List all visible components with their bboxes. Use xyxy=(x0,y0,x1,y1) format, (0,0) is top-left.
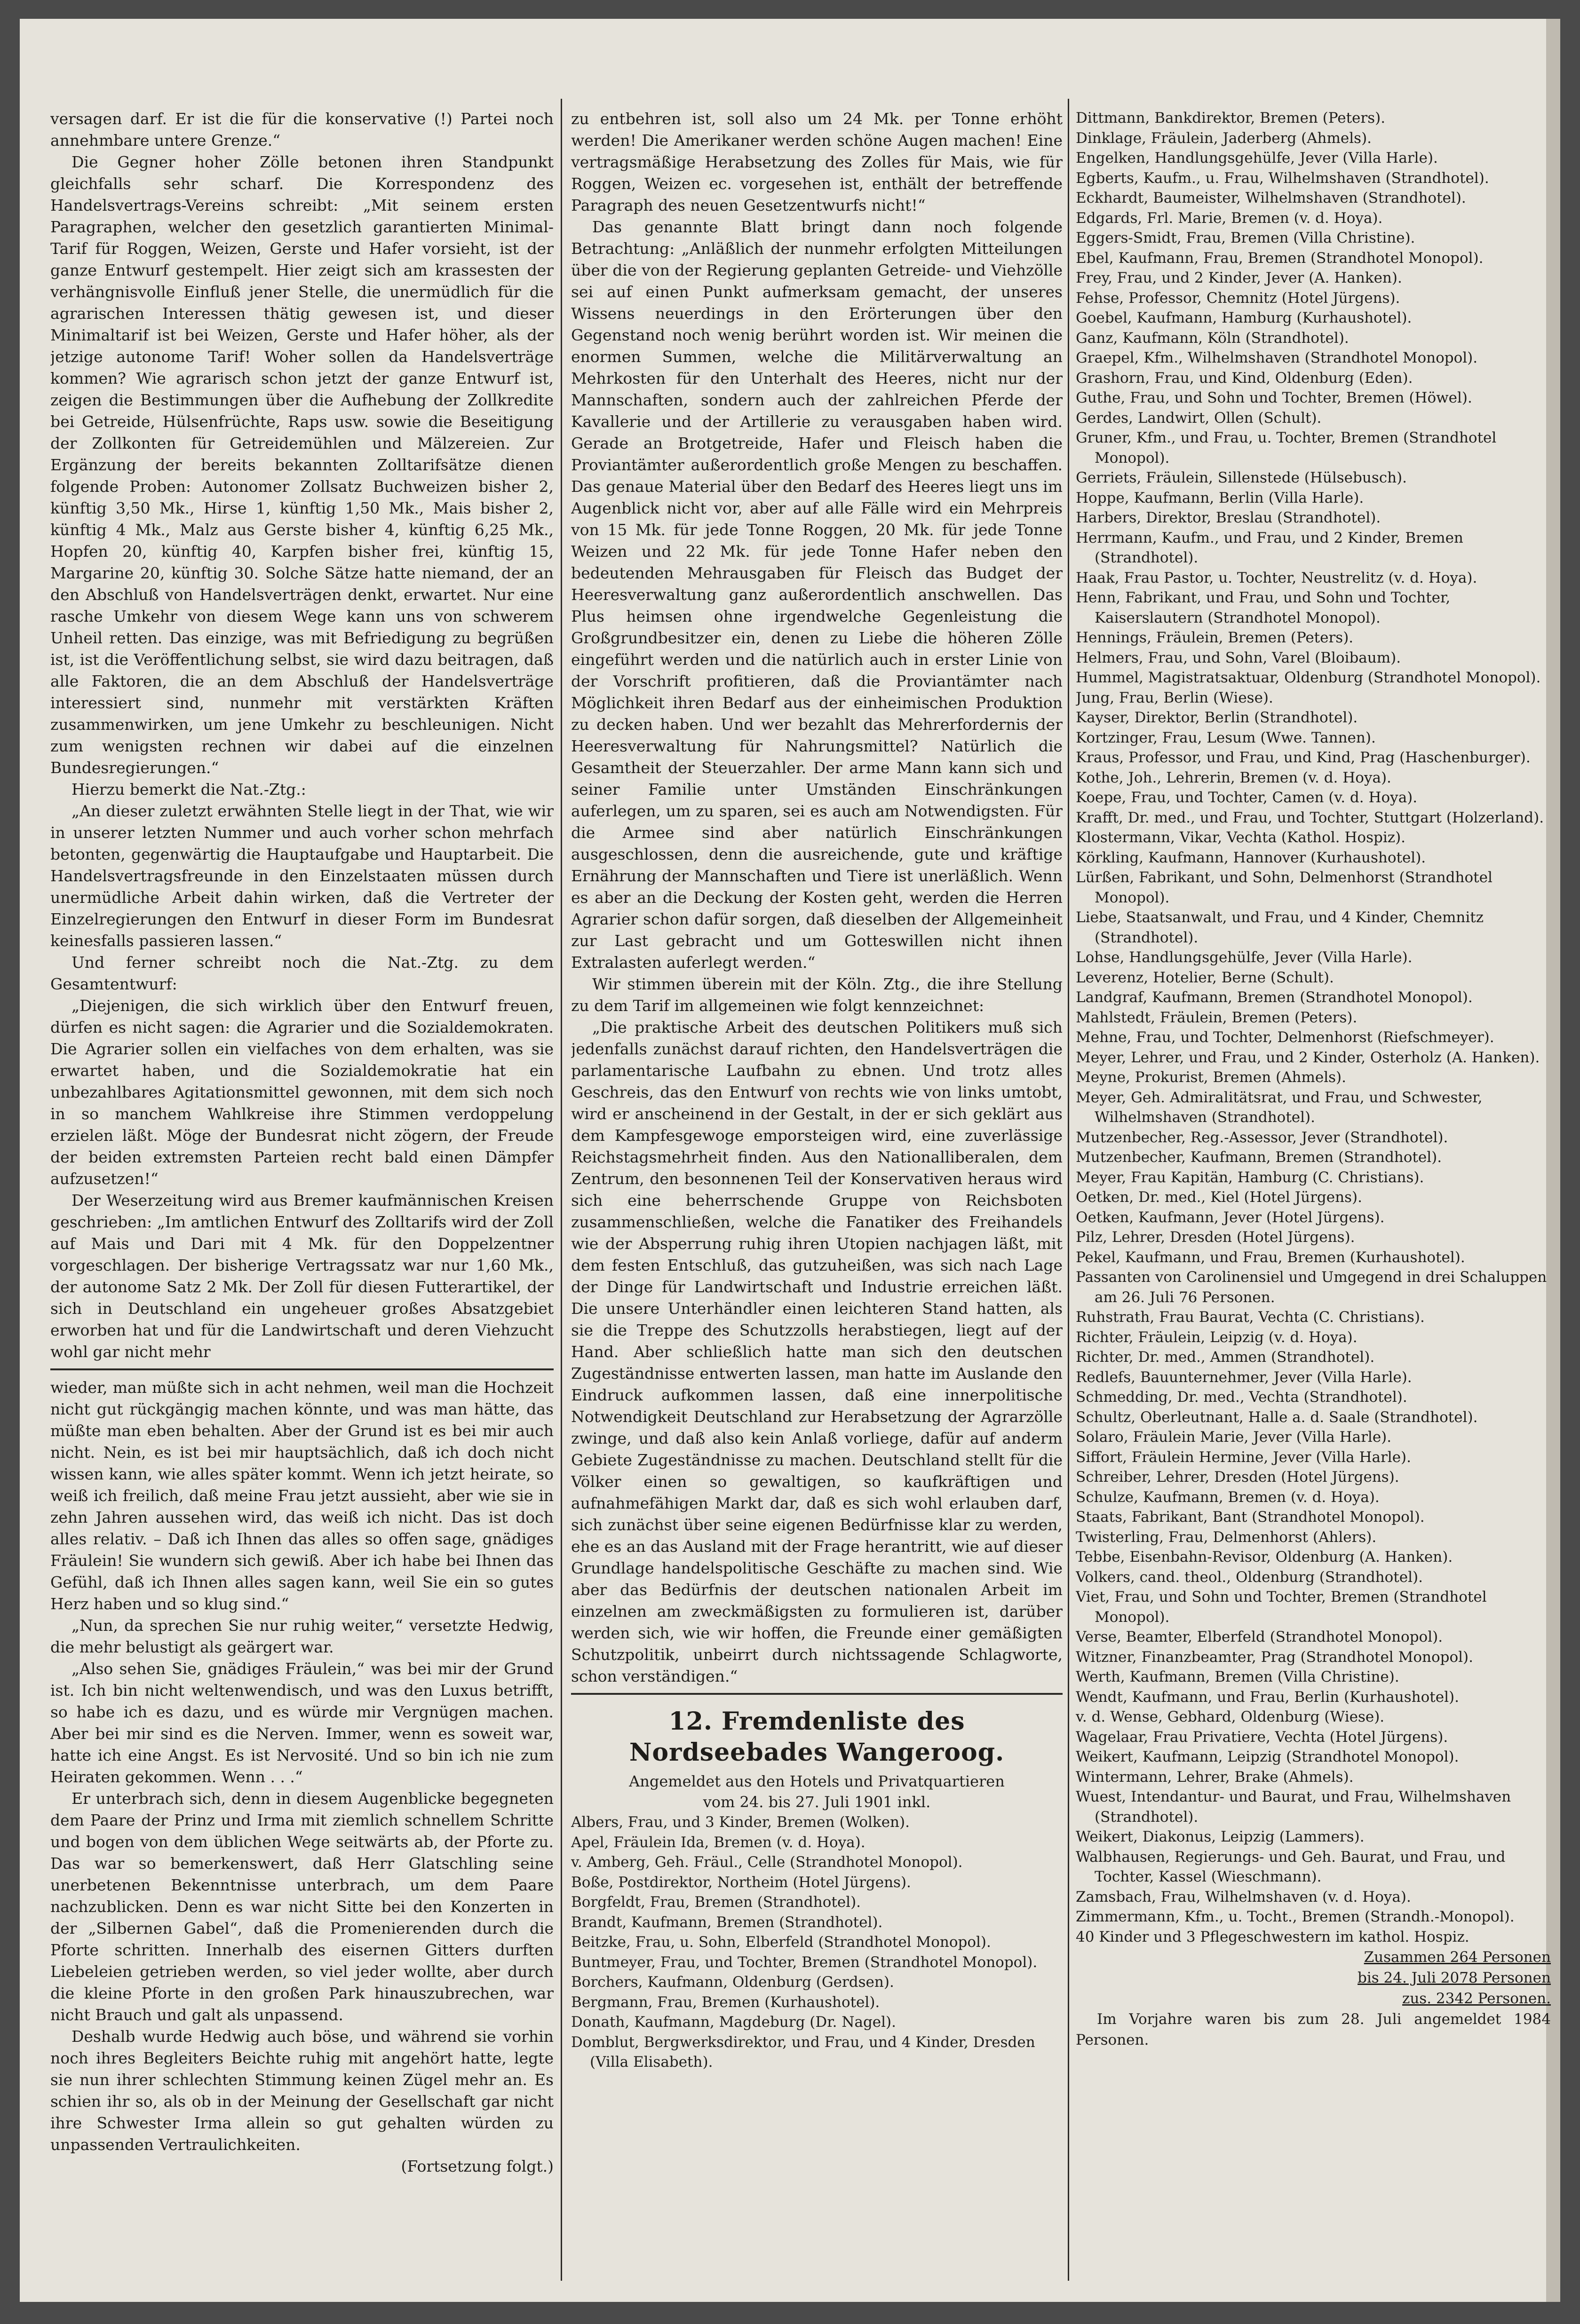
guest-entry: Leverenz, Hotelier, Berne (Schult). xyxy=(1076,969,1334,986)
guest-entry: Mahlstedt, Fräulein, Bremen (Peters). xyxy=(1076,1009,1358,1026)
guest-entry: Twisterling, Frau, Delmenhorst (Ahlers). xyxy=(1076,1528,1377,1546)
guest-entry: Jung, Frau, Berlin (Wiese). xyxy=(1076,689,1273,706)
guest-list-heading: 12. Fremdenliste des Nordseebades Wangeroog. xyxy=(629,1707,1005,1767)
text-paragraph: Und ferner schreibt noch die Nat.-Ztg. zu dem Gesamtentwurf: xyxy=(50,953,554,993)
guest-list-part-1 xyxy=(571,1812,1063,2072)
guest-entry: Oetken, Kaufmann, Jever (Hotel Jürgens). xyxy=(1076,1209,1385,1226)
guest-entry: Egberts, Kaufm., u. Frau, Wilhelmshaven (Strandhotel). xyxy=(1076,169,1489,187)
guest-entry: Brandt, Kaufmann, Bremen (Strandhotel). xyxy=(571,1913,883,1931)
guest-entry: Pilz, Lehrer, Dresden (Hotel Jürgens). xyxy=(1076,1229,1355,1246)
guest-entry: Borgfeldt, Frau, Bremen (Strandhotel). xyxy=(571,1894,861,1911)
guest-entry: Verse, Beamter, Elberfeld (Strandhotel Monopol). xyxy=(1076,1628,1443,1645)
feuilleton-paragraph: Deshalb wurde Hedwig auch böse, und während sie vorhin noch ihres Begleiters Beichte ruhig mit angehört hatte, legte sie nun ihrer schlechten Stimmung keinen Zügel mehr an. Es schien ihr so, als ob in der Meinung der Gesellschaft gar nicht ihre Schwester Irma allein so gut gehalten würden zu unpassenden Vertraulichkeiten. xyxy=(50,2027,554,2154)
guest-entry: Richter, Dr. med., Ammen (Strandhotel). xyxy=(1076,1349,1375,1366)
continuation-note: (Fortsetzung folgt.) xyxy=(401,2157,554,2175)
guest-entry: Domblut, Bergwerksdirektor, und Frau, und 4 Kinder, Dresden (Villa Elisabeth). xyxy=(571,2033,1035,2071)
guest-list-subtitle: Angemeldet aus den Hotels und Privatquartieren xyxy=(629,1772,1005,1790)
guest-entry: Lohse, Handlungsgehülfe, Jever (Villa Harle). xyxy=(1076,949,1413,966)
guest-entry: v. Amberg, Geh. Fräul., Celle (Strandhotel Monopol). xyxy=(571,1854,963,1871)
guest-entry: Bergmann, Frau, Bremen (Kurhaushotel). xyxy=(571,1993,880,2011)
guest-entry: Wagelaar, Frau Privatiere, Vechta (Hotel Jürgens). xyxy=(1076,1728,1448,1746)
column-2 xyxy=(571,108,1063,2281)
guest-entry: Viet, Frau, und Sohn und Tochter, Bremen (Strandhotel Monopol). xyxy=(1076,1589,1487,1626)
guest-entry: Beitzke, Frau, u. Sohn, Elberfeld (Strandhotel Monopol). xyxy=(571,1934,991,1951)
text-paragraph: Wir stimmen überein mit der Köln. Ztg., die ihre Stellung zu dem Tarif im allgemeinen wie folgt kennzeichnet: xyxy=(571,975,1063,1015)
guest-entry: Meyne, Prokurist, Bremen (Ahmels). xyxy=(1076,1069,1346,1086)
guest-entry: Schreiber, Lehrer, Dresden (Hotel Jürgens). xyxy=(1076,1469,1399,1486)
guest-entry: Richter, Fräulein, Leipzig (v. d. Hoya). xyxy=(1076,1328,1358,1346)
guest-entry: Wuest, Intendantur- und Baurat, und Frau, Wilhelmshaven (Strandhotel). xyxy=(1076,1788,1511,1826)
guest-entry: Lürßen, Fabrikant, und Sohn, Delmenhorst (Strandhotel Monopol). xyxy=(1076,869,1493,906)
guest-entry: Kraus, Professor, und Frau, und Kind, Prag (Haschenburger). xyxy=(1076,749,1531,766)
guest-entry: Redlefs, Bauunternehmer, Jever (Villa Harle). xyxy=(1076,1368,1412,1386)
column-rule-right xyxy=(1068,99,1069,2281)
guest-entry: Eggers-Smidt, Frau, Bremen (Villa Christine). xyxy=(1076,229,1415,246)
guest-entry: Schmedding, Dr. med., Vechta (Strandhotel). xyxy=(1076,1389,1407,1406)
guest-entry: Gerdes, Landwirt, Ollen (Schult). xyxy=(1076,409,1322,427)
guest-entry: v. d. Wense, Gebhard, Oldenburg (Wiese). xyxy=(1076,1708,1385,1725)
column-1 xyxy=(50,108,554,2281)
guest-entry: Staats, Fabrikant, Bant (Strandhotel Monopol). xyxy=(1076,1509,1425,1526)
guest-entry: Eckhardt, Baumeister, Wilhelmshaven (Strandhotel). xyxy=(1076,190,1466,206)
guest-entry: Buntmeyer, Frau, und Tochter, Bremen (Strandhotel Monopol). xyxy=(571,1953,1038,1971)
guest-entry: Krafft, Dr. med., und Frau, und Tochter, Stuttgart (Holzerland). xyxy=(1076,809,1544,826)
feuilleton-paragraph: „Nun, da sprechen Sie nur ruhig weiter,“ versetzte Hedwig, die mehr belustigt als geärgert war. xyxy=(50,1616,554,1656)
guest-entry: Gruner, Kfm., und Frau, u. Tochter, Bremen (Strandhotel Monopol). xyxy=(1076,429,1497,466)
guest-entry: Meyer, Geh. Admiralitätsrat, und Frau, und Schwester, Wilhelmshaven (Strandhotel). xyxy=(1076,1089,1483,1126)
total-until-date: bis 24. Juli 2078 Personen xyxy=(1358,1969,1551,1986)
guest-entry: Herrmann, Kaufm., und Frau, und 2 Kinder, Bremen (Strandhotel). xyxy=(1076,529,1463,566)
column-3 xyxy=(1076,108,1551,2281)
guest-entry: Kothe, Joh., Lehrerin, Bremen (v. d. Hoya). xyxy=(1076,769,1391,786)
guest-entry: Fehse, Professor, Chemnitz (Hotel Jürgens). xyxy=(1076,289,1400,307)
guest-entry: Mehne, Frau, und Tochter, Delmenhorst (Riefschmeyer). xyxy=(1076,1029,1494,1046)
text-paragraph: „Die praktische Arbeit des deutschen Politikers muß sich jedenfalls zunächst darauf richten, den Handelsverträgen die parlamentarische Laufbahn zu ebnen. Und trotz alles Geschreis, das den Entwurf von rechts wie von links umtobt, wird er anscheinend in der Gestalt, in der er sich geklärt aus dem Kampfesgewoge emporsteigen wird, eine zuverlässige Reichstagsmehrheit finden. Aus den Nationalliberalen, dem Zentrum, den besonnenen Teil der Konservativen heraus wird sich eine beherrschende Gruppe von Reichsboten zusammenschließen, welche die Fanatiker des Freihandels wie der Absperrung ruhig ihren Utopien nachjagen läßt, mit dem festen Entschluß, das gutzuheißen, was sich nach Lage der Dinge für Landwirtschaft und Industrie erreichen läßt. Die unsere Unterhändler einen leichteren Stand hatten, als sie die Treppe des Schutzzolls herabstiegen, liegt auf der Hand. Aber schließlich hatte man sich den deutschen Zugeständnisse entwerten lassen, man hatte im Auslande den Eindruck aufkommen lassen, daß eine innerpolitische Notwendigkeit Deutschland zur Herabsetzung der Agrarzölle zwinge, und daß also kein Anlaß vorliege, dafür auf anderm Gebiete Zugeständnisse zu machen. Deutschland stellt für die Völker einen so gewaltigen, so kaufkräftigen und aufnahmefähigen Markt dar, daß es sich wohl erlauben darf, sich zunächst über seine eigenen Bedürfnisse klar zu werden, ehe es an das Ausland mit der Frage herantritt, wie auf dieser Grundlage handelspolitische Geschäfte zu machen sind. Wie aber das Bedürfnis der deutschen nationalen Arbeit im einzelnen am zweckmäßigsten zu formulieren ist, darüber werden sich, wie wir hoffen, die Freunde einer gemäßigten Schutzpolitik, unbeirrt durch nichtssagende Schlagworte, schon verständigen.“ xyxy=(571,1018,1063,1685)
guest-entry: Goebel, Kaufmann, Hamburg (Kurhaushotel). xyxy=(1076,309,1412,326)
guest-entry: Haak, Frau Pastor, u. Tochter, Neustrelitz (v. d. Hoya). xyxy=(1076,569,1477,586)
guest-entry: Walbhausen, Regierungs- und Geh. Baurat, und Frau, und Tochter, Kassel (Wieschmann). xyxy=(1076,1848,1506,1885)
guest-entry: Dinklage, Fräulein, Jaderberg (Ahmels). xyxy=(1076,129,1372,147)
guest-entry: Landgraf, Kaufmann, Bremen (Strandhotel Monopol). xyxy=(1076,989,1473,1006)
total-this-list: Zusammen 264 Personen xyxy=(1364,1949,1551,1966)
guest-entry: Witzner, Finanzbeamter, Prag (Strandhotel Monopol). xyxy=(1076,1648,1473,1666)
guest-entry: Volkers, cand. theol., Oldenburg (Strandhotel). xyxy=(1076,1568,1423,1586)
guest-entry: Weikert, Diakonus, Leipzig (Lammers). xyxy=(1076,1828,1365,1845)
feuilleton-paragraph: Er unterbrach sich, denn in diesem Augenblicke begegneten dem Paare der Prinz und Irma mit ziemlich schnellem Schritte und bogen von dem üblichen Wege seitwärts ab, der Pforte zu. Das war so bemerkenswert, daß Herr Glatschling seine unerbetenen Bekenntnisse unterbrach, um dem Paare nachzublicken. Denn es war nicht Sitte bei den Konzerten in der „Silbernen Gabel“, daß die Promenierenden durch die Pforte schritten. Innerhalb des eisernen Gitters durften Liebeleien getrieben werden, so viel jeder wollte, aber durch die kleine Pforte in den großen Park hinauszubrechen, war nicht Brauch und galt als unpassend. xyxy=(50,1789,554,2024)
guest-entry: Borchers, Kaufmann, Oldenburg (Gerdsen). xyxy=(571,1974,894,1991)
guest-entry: Hoppe, Kaufmann, Berlin (Villa Harle). xyxy=(1076,489,1364,506)
guest-entry: Mutzenbecher, Kaufmann, Bremen (Strandhotel). xyxy=(1076,1149,1442,1166)
guest-entry: Mutzenbecher, Reg.-Assessor, Jever (Strandhotel). xyxy=(1076,1129,1448,1146)
guest-entry: Edgards, Frl. Marie, Bremen (v. d. Hoya). xyxy=(1076,209,1383,227)
guest-entry: Meyer, Lehrer, und Frau, und 2 Kinder, Osterholz (A. Hanken). xyxy=(1076,1049,1540,1066)
guest-entry: Pekel, Kaufmann, und Frau, Bremen (Kurhaushotel). xyxy=(1076,1249,1465,1266)
guest-entry: Passanten von Carolinensiel und Umgegend in drei Schaluppen am 26. Juli 76 Personen. xyxy=(1076,1269,1547,1306)
guest-entry: Oetken, Dr. med., Kiel (Hotel Jürgens). xyxy=(1076,1189,1362,1206)
guest-entry: Körkling, Kaufmann, Hannover (Kurhaushotel). xyxy=(1076,849,1426,866)
text-paragraph: zu entbehren ist, soll also um 24 Mk. per Tonne erhöht werden! Die Amerikaner werden schöne Augen machen! Eine vertragsmäßige Herabsetzung des Zolles für Mais, wie für Roggen, Weizen ec. vorgesehen ist, enthält der betreffende Paragraph des neuen Gesetzentwurfs nicht!“ xyxy=(571,110,1063,214)
guest-entry: Zimmermann, Kfm., u. Tocht., Bremen (Strandh.-Monopol). xyxy=(1076,1908,1515,1925)
feuilleton-paragraph: wieder, man müßte sich in acht nehmen, weil man die Hochzeit nicht gut rückgängig machen könnte, und was man hätte, das müßte man eben behalten. Aber der Grund ist es bei mir auch nicht. Nein, es ist bei mir hauptsächlich, daß ich doch nicht wissen kann, wie alles später kommt. Wenn ich jetzt heirate, so weiß ich freilich, daß meine Frau jetzt aussieht, aber wie sie in zehn Jahren aussehen wird, das weiß ich nicht. Das ist doch alles relativ. – Daß ich Ihnen das alles so offen sage, gnädiges Fräulein! Sie wundern sich gewiß. Aber ich habe bei Ihnen das Gefühl, daß ich Ihnen alles sagen kann, weil Sie ein so gutes Herz haben und so klug sind.“ xyxy=(50,1378,554,1613)
guest-entry: Frey, Frau, und 2 Kinder, Jever (A. Hanken). xyxy=(1076,269,1402,286)
text-paragraph: Hierzu bemerkt die Nat.-Ztg.: xyxy=(71,780,306,798)
guest-entry: Helmers, Frau, und Sohn, Varel (Bloibaum). xyxy=(1076,649,1401,666)
guest-entry: Graepel, Kfm., Wilhelmshaven (Strandhotel Monopol). xyxy=(1076,349,1478,366)
guest-entry: Hennings, Fräulein, Bremen (Peters). xyxy=(1076,629,1354,646)
text-paragraph: versagen darf. Er ist die für die konservative (!) Partei noch annehmbare untere Grenze.“ xyxy=(50,110,554,150)
guest-entry: Siffort, Fräulein Hermine, Jever (Villa Harle). xyxy=(1076,1448,1411,1466)
guest-entry: Dittmann, Bankdirektor, Bremen (Peters). xyxy=(1076,110,1386,126)
text-paragraph: Die Gegner hoher Zölle betonen ihren Standpunkt gleichfalls sehr scharf. Die Korrespondenz des Handelsvertrags-Vereins schreibt: „Mit seinem ersten Paragraphen, welcher den gesetzlich garantierten Minimal-Tarif für Roggen, Weizen, Gerste und Hafer vorsieht, ist der ganze Entwurf gestempelt. Hier zeigt sich am krassesten der verhängnisvolle Einfluß jener Stelle, die unermüdlich für die agrarischen Interessen thätig gewesen ist, und dieser Minimaltarif ist bei Weizen, Gerste und Hafer höher, als der jetzige autonome Tarif! Woher sollen da Handelsverträge kommen? Wie agrarisch schon jetzt der ganze Entwurf ist, zeigen die Bestimmungen über die Aufhebung der Zollkredite bei Getreide, Hülsenfrüchte, Raps usw. sowie die Beseitigung der Zollkonten für Getreidemühlen und Mälzereien. Zur Ergänzung der bereits bekannten Zolltarifsätze dienen folgende Proben: Autonomer Zollsatz Buchweizen bisher 2, künftig 3,50 Mk., Hirse 1, künftig 1,50 Mk., Mais bisher 2, künftig 4 Mk., Malz aus Gerste bisher 4, künftig 6,25 Mk., Hopfen 20, künftig 40, Karpfen bisher frei, künftig 15, Margarine 20, künftig 30. Solche Sätze hatte niemand, der an den Abschluß von Handelsverträgen denkt, erwartet. Nur eine rasche Umkehr von diesem Wege kann uns von schwerem Unheil retten. Das einzige, was mit Befriedigung zu begrüßen ist, ist die Veröffentlichung selbst, sie wird dazu beitragen, daß alle Faktoren, die an dem Abschluß der Handelsverträge interessiert sind, nunmehr mit verstärkten Kräften zusammenwirken, um jene Umkehr zu beschleunigen. Nicht zum wenigsten rechnen wir dabei auf die einzelnen Bundesregierungen.“ xyxy=(50,153,554,777)
guest-list-part-2 xyxy=(1076,108,1551,1947)
guest-entry: Tebbe, Eisenbahn-Revisor, Oldenburg (A. Hanken). xyxy=(1076,1549,1453,1565)
guest-entry: 40 Kinder und 3 Pflegeschwestern im kathol. Hospiz. xyxy=(1076,1928,1469,1945)
guest-entry: Liebe, Staatsanwalt, und Frau, und 4 Kinder, Chemnitz (Strandhotel). xyxy=(1076,909,1484,946)
text-paragraph: Der Weserzeitung wird aus Bremer kaufmännischen Kreisen geschrieben: „Im amtlichen Entwurf des Zolltarifs wird der Zoll auf Mais und Dari mit 4 Mk. für den Doppelzentner vorgeschlagen. Der bisherige Vertragssatz war nur 1,60 Mk., der autonome Satz 2 Mk. Der Zoll für diesen Futterartikel, der sich in Deutschland ein ungeheuer großes Absatzgebiet erworben hat und für die Landwirtschaft und deren Viehzucht wohl gar nicht mehr xyxy=(50,1191,554,1361)
guest-entry: Schultz, Oberleutnant, Halle a. d. Saale (Strandhotel). xyxy=(1076,1408,1478,1426)
guest-entry: Kayser, Direktor, Berlin (Strandhotel). xyxy=(1076,709,1358,726)
guest-entry: Weikert, Kaufmann, Leipzig (Strandhotel Monopol). xyxy=(1076,1748,1459,1765)
guest-entry: Wintermann, Lehrer, Brake (Ahmels). xyxy=(1076,1768,1354,1786)
text-paragraph: „Diejenigen, die sich wirklich über den Entwurf freuen, dürfen es nicht sagen: die Agrarier und die Sozialdemokraten. Die Agrarier sollen ein vielfaches von dem erhalten, was sie erwartet haben, und die Sozialdemokratie hat ein unbezahlbares Agitationsmittel gewonnen, mit dem sich noch in so manchem Wahlkreise ihre Stimmen verdoppelung erzielen läßt. Möge der Bundesrat nicht zögern, der Freude der beiden extremsten Parteien recht bald einen Dämpfer aufzusetzen!“ xyxy=(50,996,554,1188)
text-paragraph: „An dieser zuletzt erwähnten Stelle liegt in der That, wie wir in unserer letzten Nummer und auch vorher schon mehrfach betonten, gegenwärtig die Hauptaufgabe und Hauptarbeit. Die Handelsvertragsfreunde in den Einzelstaaten müssen durch unermüdliche Arbeit dahin wirken, daß die Vertreter der Einzelregierungen den Entwurf in dieser Form im Bundesrat keinesfalls passieren lassen.“ xyxy=(50,802,554,950)
guest-entry: Ganz, Kaufmann, Köln (Strandhotel). xyxy=(1076,329,1349,347)
previous-year-note: Im Vorjahre waren bis zum 28. Juli angemeldet 1984 Personen. xyxy=(1076,2011,1551,2048)
guest-entry: Schulze, Kaufmann, Bremen (v. d. Hoya). xyxy=(1076,1488,1380,1506)
grand-total: zus. 2342 Personen. xyxy=(1402,1990,1551,2007)
section-divider xyxy=(50,1368,554,1370)
guest-entry: Guthe, Frau, und Sohn und Tochter, Bremen (Höwel). xyxy=(1076,389,1472,406)
feuilleton-paragraph: „Also sehen Sie, gnädiges Fräulein,“ was bei mir der Grund ist. Ich bin nicht weltenwendisch, und was den Luxus betrifft, so habe ich es dazu, und es würde mir Vergnügen machen. Aber bei mir sind es die Nerven. Immer, wenn es soweit war, hatte ich eine Angst. Es ist Nervosité. Und so bin ich nie zum Heiraten gekommen. Wenn . . .“ xyxy=(50,1660,554,1786)
guest-entry: Zamsbach, Frau, Wilhelmshaven (v. d. Hoya). xyxy=(1076,1888,1411,1905)
guest-entry: Klostermann, Vikar, Vechta (Kathol. Hospiz). xyxy=(1076,829,1406,846)
guest-entry: Werth, Kaufmann, Bremen (Villa Christine). xyxy=(1076,1668,1399,1685)
text-paragraph: Das genannte Blatt bringt dann noch folgende Betrachtung: „Anläßlich der nunmehr erfolgten Mitteilungen über die von der Regierung geplanten Getreide- und Viehzölle sei auf einen Punkt aufmerksam gemacht, der unseres Wissens neuerdings in den Erörterungen über den Gegenstand noch wenig berührt worden ist. Wir meinen die enormen Summen, welche die Militärverwaltung an Mehrkosten für den Unterhalt des Heeres, nicht nur der Mannschaften, sondern auch der zahlreichen Pferde der Kavallerie und der Artillerie zu verausgaben haben wird. Gerade an Brotgetreide, Hafer und Fleisch haben die Proviantämter außerordentlich große Mengen zu beschaffen. Das genaue Material über den Bedarf des Heeres liegt uns im Augenblick nicht vor, aber auf alle Fälle wird ein Mehrpreis von 15 Mk. für jede Tonne Roggen, 20 Mk. für jede Tonne Weizen und 22 Mk. für jede Tonne Hafer neben den bedeutenden Mehrausgaben für Fleisch das Budget der Heeresverwaltung ganz außerordentlich anschwellen. Das Plus heimsen ohne irgendwelche Gegenleistung die Großgrundbesitzer ein, denen zu Liebe die höheren Zölle eingeführt werden und die natürlich auch in erster Linie von der Vorschrift profitieren, daß die Proviantämter nach Möglichkeit ihren Bedarf aus der einheimischen Produktion zu decken haben. Und wer bezahlt das Mehrerfordernis der Heeresverwaltung für Nahrungsmittel? Natürlich die Gesamtheit der Steuerzahler. Der arme Mann kann sich und seiner Familie unter Umständen Einschränkungen auferlegen, um zu sparen, sei es auch am Notwendigsten. Für die Armee sind aber natürlich Einschränkungen ausgeschlossen, denn die ausreichende, gute und kräftige Ernährung der Mannschaften und Tiere ist unerläßlich. Wenn es aber an die Deckung der Kosten geht, werden die Herren Agrarier schon dafür sorgen, daß dieselben der Allgemeinheit zur Last gebracht und um Gotteswillen nicht ihnen Extralasten auferlegt werden.“ xyxy=(571,218,1063,972)
guest-entry: Hummel, Magistratsaktuar, Oldenburg (Strandhotel Monopol). xyxy=(1076,669,1541,686)
guest-entry: Ruhstrath, Frau Baurat, Vechta (C. Christians). xyxy=(1076,1309,1425,1326)
guest-entry: Apel, Fräulein Ida, Bremen (v. d. Hoya). xyxy=(571,1834,865,1851)
guest-entry: Meyer, Frau Kapitän, Hamburg (C. Christians). xyxy=(1076,1169,1424,1186)
column-rule-left xyxy=(561,99,562,2281)
guest-entry: Engelken, Handlungsgehülfe, Jever (Villa Harle). xyxy=(1076,150,1438,166)
guest-list-date-range: vom 24. bis 27. Juli 1901 inkl. xyxy=(703,1793,931,1811)
guest-entry: Boße, Postdirektor, Northeim (Hotel Jürgens). xyxy=(571,1873,911,1891)
guest-entry: Albers, Frau, und 3 Kinder, Bremen (Wolken). xyxy=(571,1814,910,1831)
guest-entry: Donath, Kaufmann, Magdeburg (Dr. Nagel). xyxy=(571,2014,897,2031)
guest-entry: Grashorn, Frau, und Kind, Oldenburg (Eden). xyxy=(1076,369,1413,387)
newspaper-page xyxy=(20,19,1560,2302)
guest-entry: Solaro, Fräulein Marie, Jever (Villa Harle). xyxy=(1076,1429,1392,1446)
section-divider xyxy=(571,1693,1063,1695)
guest-entry: Henn, Fabrikant, und Frau, und Sohn und Tochter, Kaiserslautern (Strandhotel Monopol). xyxy=(1076,589,1451,626)
guest-entry: Kortzinger, Frau, Lesum (Wwe. Tannen). xyxy=(1076,729,1376,746)
guest-entry: Ebel, Kaufmann, Frau, Bremen (Strandhotel Monopol). xyxy=(1076,249,1484,267)
guest-entry: Wendt, Kaufmann, und Frau, Berlin (Kurhaushotel). xyxy=(1076,1688,1459,1706)
guest-entry: Gerriets, Fräulein, Sillenstede (Hülsebusch). xyxy=(1076,469,1407,486)
guest-entry: Harbers, Direktor, Breslau (Strandhotel). xyxy=(1076,509,1381,526)
guest-entry: Koepe, Frau, und Tochter, Camen (v. d. Hoya). xyxy=(1076,789,1418,806)
